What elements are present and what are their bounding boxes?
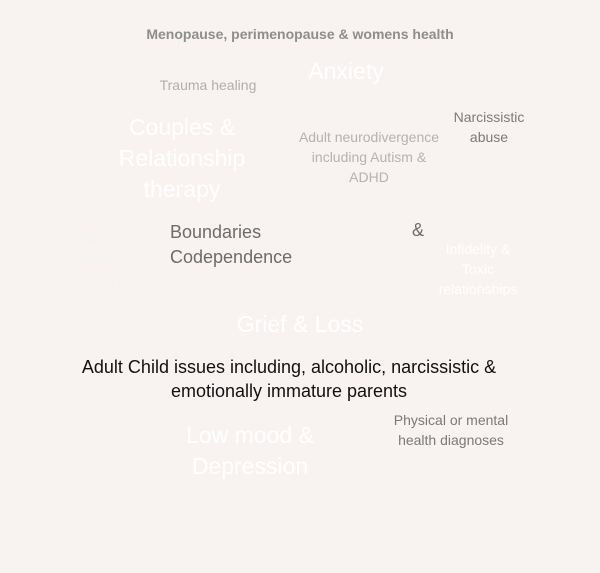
topic-line: Infidelity & bbox=[445, 241, 511, 257]
topic-line: Depression bbox=[191, 453, 309, 479]
topic-line: Adult neurodivergence bbox=[298, 129, 440, 145]
topic-line: Boundaries bbox=[170, 222, 262, 242]
topic-mens-mental-health bbox=[72, 226, 126, 295]
topic-line: relationships bbox=[438, 281, 518, 297]
topic-line: health bbox=[72, 273, 122, 293]
topic-line: Mens bbox=[72, 227, 117, 247]
topic-line: Low mood & bbox=[186, 422, 314, 448]
topic-line: Physical or mental bbox=[393, 412, 509, 428]
topic-trauma-healing: Trauma healing bbox=[159, 77, 257, 93]
topic-line: health diagnoses bbox=[398, 432, 504, 448]
topic-line: ADHD bbox=[349, 169, 389, 185]
topic-anxiety: Anxiety bbox=[308, 58, 384, 84]
topic-ampersand: & bbox=[411, 220, 424, 240]
topic-adult-child-issues bbox=[0, 355, 578, 403]
topic-line: Relationship bbox=[118, 145, 246, 171]
topic-line: Codependence bbox=[170, 247, 293, 267]
topic-line: Adult Child issues including, alcoholic, narcissistic & bbox=[81, 357, 497, 377]
topic-couples-therapy bbox=[86, 112, 278, 205]
topic-line: Toxic bbox=[462, 261, 494, 277]
topic-low-mood-depression bbox=[150, 420, 350, 482]
topic-line: mental bbox=[72, 250, 127, 270]
topic-infidelity-toxic-relationships bbox=[418, 239, 538, 299]
topic-physical-mental-health bbox=[374, 410, 528, 450]
topic-adult-neurodivergence bbox=[286, 127, 452, 187]
topic-line: Narcissistic bbox=[453, 109, 525, 125]
topic-line: therapy bbox=[143, 176, 221, 202]
topic-menopause: Menopause, perimenopause & womens health bbox=[146, 26, 454, 42]
topic-line: emotionally immature parents bbox=[170, 381, 408, 401]
topic-grief-loss: Grief & Loss bbox=[236, 311, 364, 337]
topic-boundaries-codependence bbox=[170, 220, 292, 270]
topic-line: abuse bbox=[469, 129, 509, 145]
topic-line: including Autism & bbox=[311, 149, 427, 165]
topic-line: Couples & bbox=[128, 114, 236, 140]
